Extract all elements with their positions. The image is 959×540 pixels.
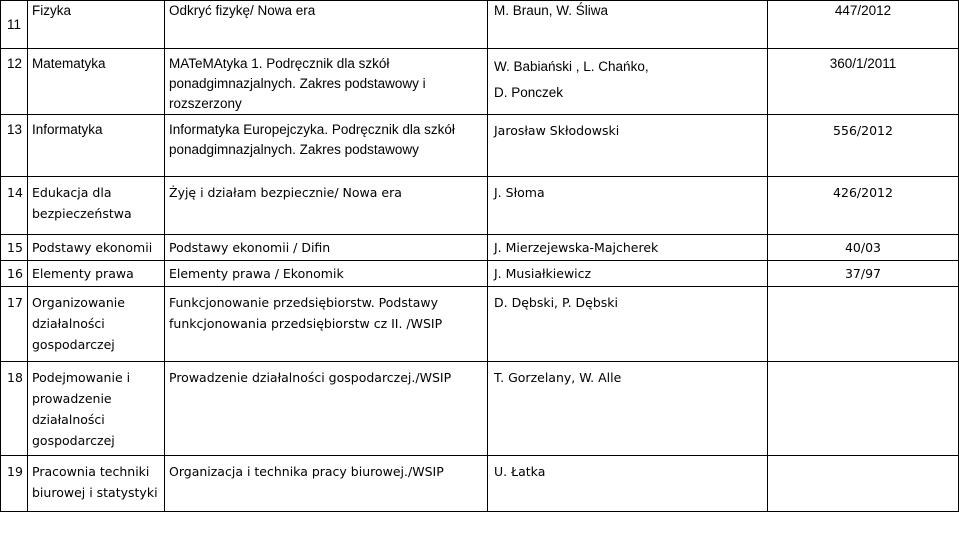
subject-line: gospodarczej — [32, 433, 115, 448]
row-number: 13 — [1, 115, 28, 177]
table-row — [1, 235, 959, 261]
code-cell — [768, 287, 959, 362]
subject-cell: Elementy prawa — [28, 261, 165, 287]
subject-cell: Informatyka — [28, 115, 165, 177]
authors-cell: M. Braun, W. Śliwa — [488, 1, 768, 49]
subject-line: działalności — [32, 412, 105, 427]
row-number: 19 — [1, 456, 28, 512]
authors-cell: J. Mierzejewska-Majcherek — [488, 235, 768, 261]
subject-line: biurowej i statystyki — [32, 485, 158, 500]
authors-cell: Jarosław Skłodowski — [488, 115, 768, 177]
authors-cell: J. Słoma — [488, 177, 768, 235]
subject-cell — [28, 287, 165, 362]
code-cell — [768, 456, 959, 512]
book-cell: Prowadzenie działalności gospodarczej./WSIP — [165, 362, 488, 456]
row-number: 18 — [1, 362, 28, 456]
book-line: Informatyka Europejczyka. Podręcznik dla szkół — [169, 122, 455, 137]
book-cell: Odkryć fizykę/ Nowa era — [165, 1, 488, 49]
code-cell: 447/2012 — [768, 1, 959, 49]
book-cell — [165, 115, 488, 177]
book-cell — [165, 287, 488, 362]
table-row — [1, 49, 959, 115]
subject-cell: Matematyka — [28, 49, 165, 115]
subject-cell — [28, 177, 165, 235]
code-cell: 37/97 — [768, 261, 959, 287]
table-row — [1, 287, 959, 362]
row-number: 16 — [1, 261, 28, 287]
subject-cell — [28, 456, 165, 512]
authors-cell — [488, 49, 768, 115]
table-row — [1, 362, 959, 456]
subject-line: Organizowanie — [32, 295, 125, 310]
authors-line: W. Babiański , L. Chańko, — [494, 59, 649, 74]
code-cell: 40/03 — [768, 235, 959, 261]
row-number: 11 — [1, 1, 28, 49]
authors-cell: J. Musiałkiewicz — [488, 261, 768, 287]
row-number: 12 — [1, 49, 28, 115]
book-cell: Żyję i działam bezpiecznie/ Nowa era — [165, 177, 488, 235]
authors-cell: U. Łatka — [488, 456, 768, 512]
subject-line: gospodarczej — [32, 337, 115, 352]
subject-line: Edukacja dla — [32, 185, 112, 200]
book-cell: Podstawy ekonomii / Difin — [165, 235, 488, 261]
code-cell: 426/2012 — [768, 177, 959, 235]
book-line: Funkcjonowanie przedsiębiorstw. Podstawy — [169, 295, 439, 310]
subject-cell: Fizyka — [28, 1, 165, 49]
subject-line: Podejmowanie i — [32, 370, 131, 385]
book-line: funkcjonowania przedsiębiorstw cz II. /WSIP — [169, 316, 443, 331]
table-row — [1, 456, 959, 512]
subject-cell: Podstawy ekonomii — [28, 235, 165, 261]
subject-line: bezpieczeństwa — [32, 206, 132, 221]
row-number: 14 — [1, 177, 28, 235]
authors-line: D. Ponczek — [494, 85, 564, 100]
book-line: MATeMAtyka 1. Podręcznik dla szkół — [169, 56, 390, 71]
book-cell: Organizacja i technika pracy biurowej./WSIP — [165, 456, 488, 512]
table-row — [1, 115, 959, 177]
table-row — [1, 177, 959, 235]
subject-cell — [28, 362, 165, 456]
subject-line: Pracownia techniki — [32, 464, 150, 479]
row-number: 17 — [1, 287, 28, 362]
book-cell — [165, 49, 488, 115]
book-cell: Elementy prawa / Ekonomik — [165, 261, 488, 287]
subject-line: działalności — [32, 316, 105, 331]
row-number: 15 — [1, 235, 28, 261]
subject-line: prowadzenie — [32, 391, 112, 406]
table-row — [1, 1, 959, 49]
table-row — [1, 261, 959, 287]
code-cell — [768, 362, 959, 456]
authors-cell: T. Gorzelany, W. Alle — [488, 362, 768, 456]
code-cell: 360/1/2011 — [768, 49, 959, 115]
code-cell: 556/2012 — [768, 115, 959, 177]
book-line: ponadgimnazjalnych. Zakres podstawowy — [169, 142, 419, 157]
authors-cell: D. Dębski, P. Dębski — [488, 287, 768, 362]
book-line: ponadgimnazjalnych. Zakres podstawowy i rozszerzony — [169, 76, 426, 111]
